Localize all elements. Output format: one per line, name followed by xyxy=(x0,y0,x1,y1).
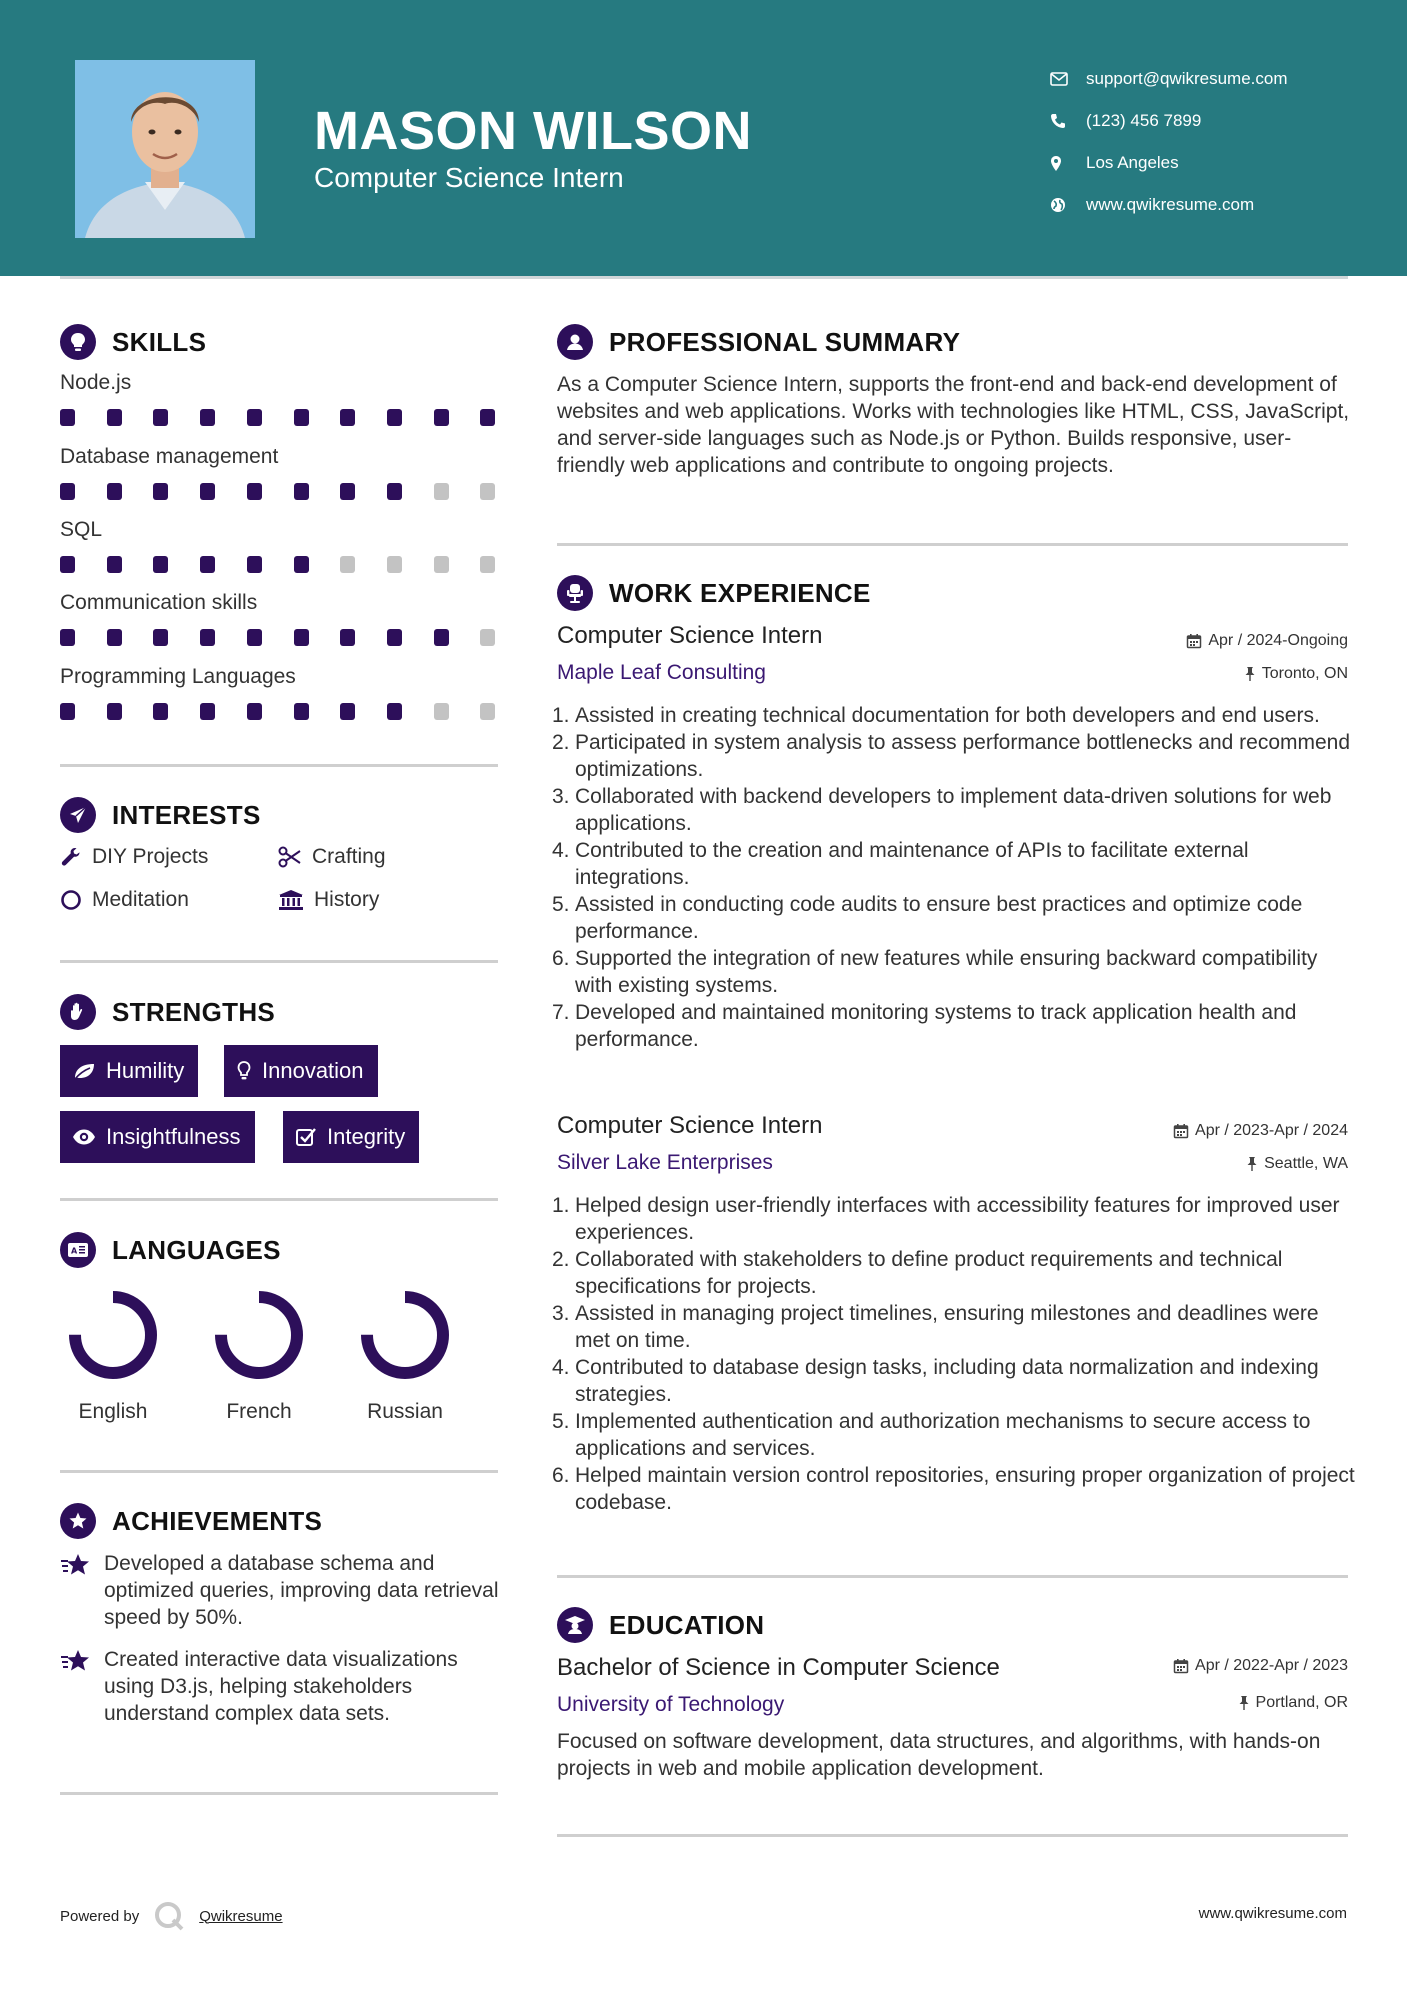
job-date-text: Apr / 2024-Ongoing xyxy=(1208,632,1348,649)
skill-item xyxy=(60,518,500,580)
skill-name: Database management xyxy=(60,445,279,468)
rating-dot xyxy=(200,556,215,573)
language-item xyxy=(340,1285,470,1424)
interest-label: Crafting xyxy=(312,845,386,868)
job-title: Computer Science Intern xyxy=(557,622,823,649)
rating-dot xyxy=(294,703,309,720)
rating-dot xyxy=(387,556,402,573)
company-name: Maple Leaf Consulting xyxy=(557,661,766,684)
skill-item xyxy=(60,591,500,653)
bullet-text: Assisted in conducting code audits to ensure best practices and optimize code performance. xyxy=(575,893,1303,943)
job-bullet xyxy=(552,783,1357,837)
interests-title: INTERESTS xyxy=(112,799,261,830)
rating-dot xyxy=(340,409,355,426)
profile-photo xyxy=(75,60,255,238)
strength-tag xyxy=(283,1111,419,1163)
bullet-number: 5. xyxy=(552,1410,570,1433)
rating-dot xyxy=(480,556,495,573)
job-date-text: Apr / 2023-Apr / 2024 xyxy=(1195,1122,1348,1139)
bullet-text: Participated in system analysis to assess performance bottlenecks and recommend optimizations. xyxy=(575,731,1351,781)
skill-name: SQL xyxy=(60,518,103,541)
language-ring-arc xyxy=(221,1297,297,1373)
divider xyxy=(60,1198,498,1201)
job-bullet xyxy=(552,702,1357,729)
language-ring-arc xyxy=(75,1297,151,1373)
bullet-number: 3. xyxy=(552,785,570,808)
bullet-text: Collaborated with backend developers to implement data-driven solutions for web applications. xyxy=(575,785,1332,835)
contact-website[interactable] xyxy=(1050,184,1288,226)
bullet-number: 6. xyxy=(552,947,570,970)
skills-heading xyxy=(60,324,206,360)
rating-dot xyxy=(107,703,122,720)
rating-dot xyxy=(480,483,495,500)
rating-dot xyxy=(294,409,309,426)
language-label: French xyxy=(226,1400,292,1423)
star-icon xyxy=(60,1550,104,1631)
check-square-icon xyxy=(295,1126,317,1148)
leaf-icon xyxy=(72,1061,96,1081)
divider xyxy=(60,764,498,767)
qwikresume-logo-icon xyxy=(153,1900,187,1932)
job-bullets xyxy=(552,1192,1357,1516)
globe-icon xyxy=(1050,197,1086,213)
bullet-text: Developed and maintained monitoring systems to track application health and performance. xyxy=(575,1001,1297,1051)
skill-rating xyxy=(60,703,500,727)
achievement-item xyxy=(60,1646,500,1727)
interest-label: DIY Projects xyxy=(92,845,209,868)
map-pin-icon xyxy=(1050,155,1086,172)
interest-item xyxy=(278,845,386,869)
resume-header xyxy=(0,0,1407,276)
school-name: University of Technology xyxy=(557,1693,785,1716)
experience-title: WORK EXPERIENCE xyxy=(609,577,871,608)
education-date-text: Apr / 2022-Apr / 2023 xyxy=(1195,1657,1348,1674)
lightbulb-icon xyxy=(60,324,96,360)
rating-dot xyxy=(340,629,355,646)
envelope-icon xyxy=(1050,72,1086,86)
bullet-number: 6. xyxy=(552,1464,570,1487)
job-bullet xyxy=(552,1408,1357,1462)
contact-list xyxy=(1050,58,1288,226)
rating-dot xyxy=(434,409,449,426)
rating-dot xyxy=(153,409,168,426)
education-description: Focused on software development, data structures, and algorithms, with hands-on projects in web and mobile application development. xyxy=(557,1730,1321,1780)
strength-label: Innovation xyxy=(262,1058,364,1083)
bullet-text: Assisted in creating technical documentation for both developers and end users. xyxy=(575,704,1320,727)
job-bullet xyxy=(552,891,1357,945)
bullet-number: 3. xyxy=(552,1302,570,1325)
education-title: EDUCATION xyxy=(609,1609,765,1640)
achievement-item xyxy=(60,1550,500,1631)
job-bullet xyxy=(552,1192,1357,1246)
languages-heading xyxy=(60,1232,281,1268)
rating-dot xyxy=(107,556,122,573)
contact-email[interactable] xyxy=(1050,58,1288,100)
pushpin-icon xyxy=(1244,666,1256,682)
rating-dot xyxy=(247,556,262,573)
rating-dot xyxy=(294,629,309,646)
rating-dot xyxy=(387,629,402,646)
achievement-text: Developed a database schema and optimized queries, improving data retrieval speed by 50%. xyxy=(104,1552,499,1629)
job-location xyxy=(1246,1155,1348,1173)
job-bullet xyxy=(552,1246,1357,1300)
paper-plane-icon xyxy=(60,797,96,833)
strength-tag xyxy=(60,1045,198,1097)
contact-phone-text: (123) 456 7899 xyxy=(1086,111,1202,130)
bullet-number: 1. xyxy=(552,704,570,727)
rating-dot xyxy=(247,703,262,720)
interest-item xyxy=(60,845,208,869)
divider xyxy=(557,543,1348,546)
job-bullet xyxy=(552,945,1357,999)
skill-item xyxy=(60,665,500,727)
rating-dot xyxy=(153,703,168,720)
bullet-text: Supported the integration of new features while ensuring backward compatibility with existing systems. xyxy=(575,947,1318,997)
job-bullet xyxy=(552,999,1357,1053)
contact-phone[interactable] xyxy=(1050,100,1288,142)
job-bullets xyxy=(552,702,1357,1053)
rating-dot xyxy=(434,483,449,500)
rating-dot xyxy=(294,556,309,573)
brand-link[interactable]: Qwikresume xyxy=(199,1907,283,1925)
language-proficiency-ring xyxy=(355,1285,455,1385)
rating-dot xyxy=(387,703,402,720)
footer-website[interactable]: www.qwikresume.com xyxy=(1198,1905,1347,1922)
rating-dot xyxy=(60,409,75,426)
rating-dot xyxy=(107,409,122,426)
interest-item xyxy=(60,888,189,912)
divider xyxy=(60,960,498,963)
rating-dot xyxy=(247,409,262,426)
bullet-number: 4. xyxy=(552,1356,570,1379)
bullet-text: Assisted in managing project timelines, ensuring milestones and deadlines were met on time. xyxy=(575,1302,1319,1352)
skill-name: Node.js xyxy=(60,371,132,394)
rating-dot xyxy=(247,629,262,646)
language-ring-arc xyxy=(367,1297,443,1373)
powered-by-text: Powered by xyxy=(60,1907,140,1925)
divider xyxy=(557,1575,1348,1578)
rating-dot xyxy=(107,629,122,646)
interest-label: History xyxy=(314,888,380,911)
skill-name: Programming Languages xyxy=(60,665,296,688)
skill-rating xyxy=(60,409,500,433)
language-label: Russian xyxy=(367,1400,443,1423)
summary-title: PROFESSIONAL SUMMARY xyxy=(609,326,961,357)
rating-dot xyxy=(434,556,449,573)
rating-dot xyxy=(200,703,215,720)
circle-icon xyxy=(60,889,82,911)
strengths-heading xyxy=(60,994,275,1030)
rating-dot xyxy=(60,629,75,646)
bullet-number: 2. xyxy=(552,731,570,754)
eye-icon xyxy=(72,1128,96,1146)
job-bullet xyxy=(552,1462,1357,1516)
job-bullet xyxy=(552,1354,1357,1408)
education-location xyxy=(1238,1694,1348,1712)
interest-label: Meditation xyxy=(92,888,189,911)
skill-rating xyxy=(60,556,500,580)
language-item xyxy=(194,1285,324,1424)
strength-label: Integrity xyxy=(327,1124,406,1149)
bullet-number: 7. xyxy=(552,1001,570,1024)
rating-dot xyxy=(60,483,75,500)
summary-heading xyxy=(557,324,960,360)
pushpin-icon xyxy=(1238,1695,1250,1711)
skill-rating xyxy=(60,483,500,507)
rating-dot xyxy=(153,629,168,646)
wrench-icon xyxy=(60,846,82,868)
languages-title: LANGUAGES xyxy=(112,1234,281,1265)
experience-heading xyxy=(557,575,871,611)
divider xyxy=(60,1470,498,1473)
education-heading xyxy=(557,1607,764,1643)
contact-email-text: support@qwikresume.com xyxy=(1086,69,1288,88)
rating-dot xyxy=(60,556,75,573)
job-bullet xyxy=(552,729,1357,783)
job-bullet xyxy=(552,837,1357,891)
skill-name: Communication skills xyxy=(60,591,258,614)
svg-text:A: A xyxy=(71,1246,78,1256)
rating-dot xyxy=(480,409,495,426)
calendar-icon xyxy=(1173,1658,1189,1674)
achievements-title: ACHIEVEMENTS xyxy=(112,1505,323,1536)
bank-icon xyxy=(278,889,304,911)
degree-title: Bachelor of Science in Computer Science xyxy=(557,1654,1000,1681)
job-date xyxy=(1186,632,1348,650)
candidate-name: MASON WILSON xyxy=(314,101,752,161)
job-location-text: Toronto, ON xyxy=(1261,665,1348,682)
company-name: Silver Lake Enterprises xyxy=(557,1151,773,1174)
interests-heading xyxy=(60,797,261,833)
bullet-text: Helped maintain version control repositories, ensuring proper organization of project codebase. xyxy=(575,1464,1355,1514)
chair-icon xyxy=(557,575,593,611)
contact-website-text: www.qwikresume.com xyxy=(1086,195,1255,214)
star-badge-icon xyxy=(60,1503,96,1539)
strengths-title: STRENGTHS xyxy=(112,996,276,1027)
strength-label: Insightfulness xyxy=(106,1124,241,1149)
rating-dot xyxy=(387,409,402,426)
rating-dot xyxy=(340,556,355,573)
job-location xyxy=(1244,665,1348,683)
rating-dot xyxy=(434,629,449,646)
summary-text: As a Computer Science Intern, supports the front-end and back-end development of websites and web applications. Works with technologies like HTML, CSS, JavaScript, and server-side languages such as Node.js or Python. Builds responsive, user-friendly web applications and contribute to ongoing projects. xyxy=(557,373,1350,477)
rating-dot xyxy=(480,703,495,720)
language-proficiency-ring xyxy=(209,1285,309,1385)
bullet-number: 5. xyxy=(552,893,570,916)
rating-dot xyxy=(107,483,122,500)
rating-dot xyxy=(200,483,215,500)
contact-location-text: Los Angeles xyxy=(1086,153,1179,172)
skill-item xyxy=(60,445,500,507)
rating-dot xyxy=(200,409,215,426)
rating-dot xyxy=(387,483,402,500)
language-proficiency-ring xyxy=(63,1285,163,1385)
job-bullet xyxy=(552,1300,1357,1354)
rating-dot xyxy=(60,703,75,720)
graduate-icon xyxy=(557,1607,593,1643)
bullet-number: 2. xyxy=(552,1248,570,1271)
rating-dot xyxy=(480,629,495,646)
language-icon xyxy=(60,1232,96,1268)
footer-powered-by xyxy=(60,1900,283,1932)
achievements-heading xyxy=(60,1503,322,1539)
bullet-text: Contributed to the creation and maintenance of APIs to facilitate external integrations. xyxy=(575,839,1249,889)
skill-item xyxy=(60,371,500,433)
rating-dot xyxy=(340,483,355,500)
bullet-text: Collaborated with stakeholders to define product requirements and technical specifications for projects. xyxy=(575,1248,1283,1298)
skill-rating xyxy=(60,629,500,653)
bullet-text: Implemented authentication and authorization mechanisms to secure access to applications and services. xyxy=(575,1410,1311,1460)
calendar-icon xyxy=(1173,1123,1189,1139)
contact-location xyxy=(1050,142,1288,184)
job-location-text: Seattle, WA xyxy=(1264,1155,1348,1172)
bullet-number: 4. xyxy=(552,839,570,862)
header-divider xyxy=(60,276,1348,279)
bullet-number: 1. xyxy=(552,1194,570,1217)
rating-dot xyxy=(247,483,262,500)
scissors-icon xyxy=(278,846,302,868)
skills-title: SKILLS xyxy=(112,326,207,357)
calendar-icon xyxy=(1186,633,1202,649)
education-location-text: Portland, OR xyxy=(1255,1694,1348,1711)
strength-tag xyxy=(60,1111,255,1163)
divider xyxy=(60,1792,498,1795)
phone-icon xyxy=(1050,113,1086,129)
rating-dot xyxy=(340,703,355,720)
interest-item xyxy=(278,888,379,912)
bullet-text: Contributed to database design tasks, including data normalization and indexing strategies. xyxy=(575,1356,1319,1406)
job-title: Computer Science Intern xyxy=(557,1112,823,1139)
divider xyxy=(557,1834,1348,1837)
rating-dot xyxy=(434,703,449,720)
job-date xyxy=(1173,1122,1348,1140)
strength-tag xyxy=(224,1045,378,1097)
strength-label: Humility xyxy=(106,1058,185,1083)
candidate-title: Computer Science Intern xyxy=(314,162,624,193)
achievement-text: Created interactive data visualizations using D3.js, helping stakeholders understand complex data sets. xyxy=(104,1648,458,1725)
pushpin-icon xyxy=(1246,1156,1258,1172)
lightbulb-icon xyxy=(236,1060,252,1082)
bullet-text: Helped design user-friendly interfaces with accessibility features for improved user experiences. xyxy=(575,1194,1340,1244)
language-label: English xyxy=(78,1400,148,1423)
rating-dot xyxy=(200,629,215,646)
user-icon xyxy=(557,324,593,360)
education-date xyxy=(1173,1657,1348,1675)
rating-dot xyxy=(153,556,168,573)
language-item xyxy=(48,1285,178,1424)
star-icon xyxy=(60,1646,104,1727)
rating-dot xyxy=(153,483,168,500)
rating-dot xyxy=(294,483,309,500)
hand-icon xyxy=(60,994,96,1030)
